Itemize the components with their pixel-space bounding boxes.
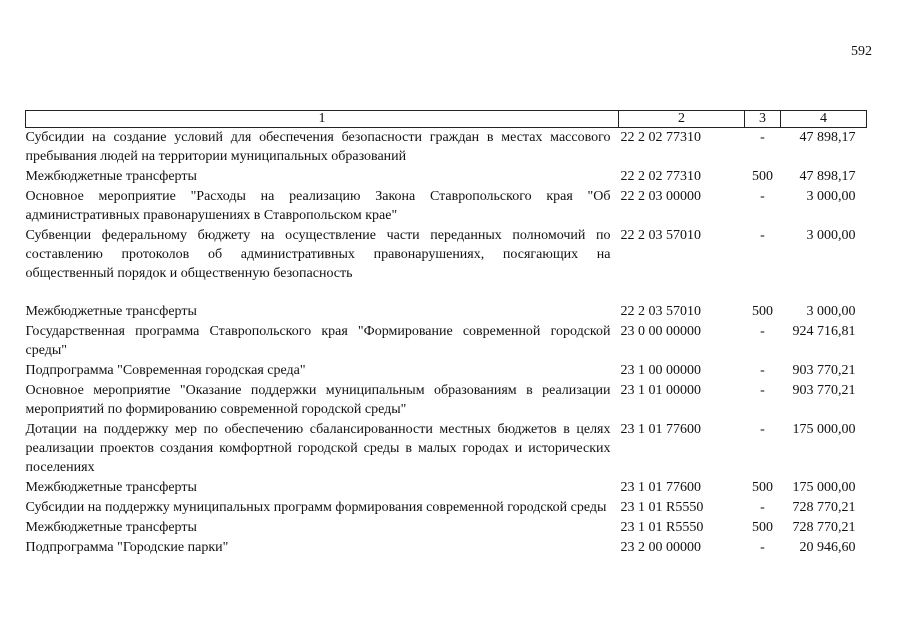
page-number: 592 xyxy=(851,44,872,59)
row-amount: 903 770,21 xyxy=(792,363,856,378)
table-row xyxy=(26,187,867,226)
table-row xyxy=(26,538,867,558)
table-row xyxy=(26,322,867,361)
row-type: - xyxy=(760,422,765,437)
row-amount: 728 770,21 xyxy=(792,520,856,535)
row-code: 22 2 02 77310 xyxy=(620,130,701,145)
row-name: Подпрограмма "Городские парки" xyxy=(25,540,229,555)
row-amount: 924 716,81 xyxy=(792,324,856,339)
row-code: 22 2 03 00000 xyxy=(620,189,701,204)
row-type: - xyxy=(760,189,765,204)
row-name: Межбюджетные трансферты xyxy=(25,520,197,535)
row-amount: 728 770,21 xyxy=(792,500,856,515)
row-name: Межбюджетные трансферты xyxy=(25,169,197,184)
row-name: Подпрограмма "Современная городская среда" xyxy=(25,363,306,378)
table-row xyxy=(26,518,867,538)
table-row xyxy=(26,420,867,478)
row-code: 22 2 03 57010 xyxy=(620,228,701,243)
row-type: - xyxy=(760,383,765,398)
table-row xyxy=(26,361,867,381)
row-type: - xyxy=(760,500,765,515)
row-name: Субсидии на создание условий для обеспечения безопасности граждан в местах массового пребывания людей на территории муниципальных образований xyxy=(25,130,611,164)
row-amount: 175 000,00 xyxy=(792,422,856,437)
table-header-row xyxy=(26,111,867,128)
table-row xyxy=(26,478,867,498)
row-name: Межбюджетные трансферты xyxy=(25,480,197,495)
row-name: Субсидии на поддержку муниципальных программ формирования современной городской среды xyxy=(25,500,607,515)
row-type: 500 xyxy=(752,480,773,495)
row-code: 23 0 00 00000 xyxy=(620,324,701,339)
row-type: - xyxy=(760,130,765,145)
row-type: 500 xyxy=(752,304,773,319)
header-col-3: 3 xyxy=(745,111,781,128)
row-amount: 3 000,00 xyxy=(806,189,856,204)
row-type: 500 xyxy=(752,169,773,184)
table-row xyxy=(26,226,867,302)
table-row xyxy=(26,498,867,518)
row-code: 23 1 01 77600 xyxy=(620,480,701,495)
row-code: 22 2 03 57010 xyxy=(620,304,701,319)
row-code: 23 1 01 00000 xyxy=(620,383,701,398)
row-name: Субвенции федеральному бюджету на осуществление части переданных полномочий по составлению протоколов об административных правонарушениях, посягающих на общественный порядок и общественную безопасность xyxy=(25,228,611,281)
table-row xyxy=(26,128,867,168)
header-col-1: 1 xyxy=(26,111,619,128)
row-name: Государственная программа Ставропольского края "Формирование современной городской среды" xyxy=(25,324,611,358)
row-code: 22 2 02 77310 xyxy=(620,169,701,184)
row-name: Основное мероприятие "Оказание поддержки муниципальным образованиям в реализации мероприятий по формированию современной городской среды" xyxy=(25,383,611,417)
row-type: - xyxy=(760,540,765,555)
table-row xyxy=(26,381,867,420)
table-row xyxy=(26,302,867,322)
row-amount: 3 000,00 xyxy=(806,304,856,319)
row-amount: 175 000,00 xyxy=(792,480,856,495)
row-name: Основное мероприятие "Расходы на реализацию Закона Ставропольского края "Об административных правонарушениях в Ставропольском крае" xyxy=(25,189,611,223)
row-code: 23 2 00 00000 xyxy=(620,540,701,555)
budget-table xyxy=(25,110,867,558)
header-col-2: 2 xyxy=(619,111,745,128)
row-code: 23 1 01 R5550 xyxy=(620,520,704,535)
row-amount: 47 898,17 xyxy=(799,169,856,184)
row-name: Дотации на поддержку мер по обеспечению сбалансированности местных бюджетов в целях реализации проектов создания комфортной городской среды в малых городах и исторических поселениях xyxy=(25,422,611,475)
row-type: - xyxy=(760,324,765,339)
row-amount: 3 000,00 xyxy=(806,228,856,243)
row-amount: 20 946,60 xyxy=(799,540,856,555)
row-amount: 47 898,17 xyxy=(799,130,856,145)
header-col-4: 4 xyxy=(781,111,867,128)
row-type: - xyxy=(760,228,765,243)
table-row xyxy=(26,167,867,187)
row-code: 23 1 01 77600 xyxy=(620,422,701,437)
row-name: Межбюджетные трансферты xyxy=(25,304,197,319)
row-code: 23 1 01 R5550 xyxy=(620,500,704,515)
row-code: 23 1 00 00000 xyxy=(620,363,701,378)
row-type: - xyxy=(760,363,765,378)
row-type: 500 xyxy=(752,520,773,535)
row-amount: 903 770,21 xyxy=(792,383,856,398)
